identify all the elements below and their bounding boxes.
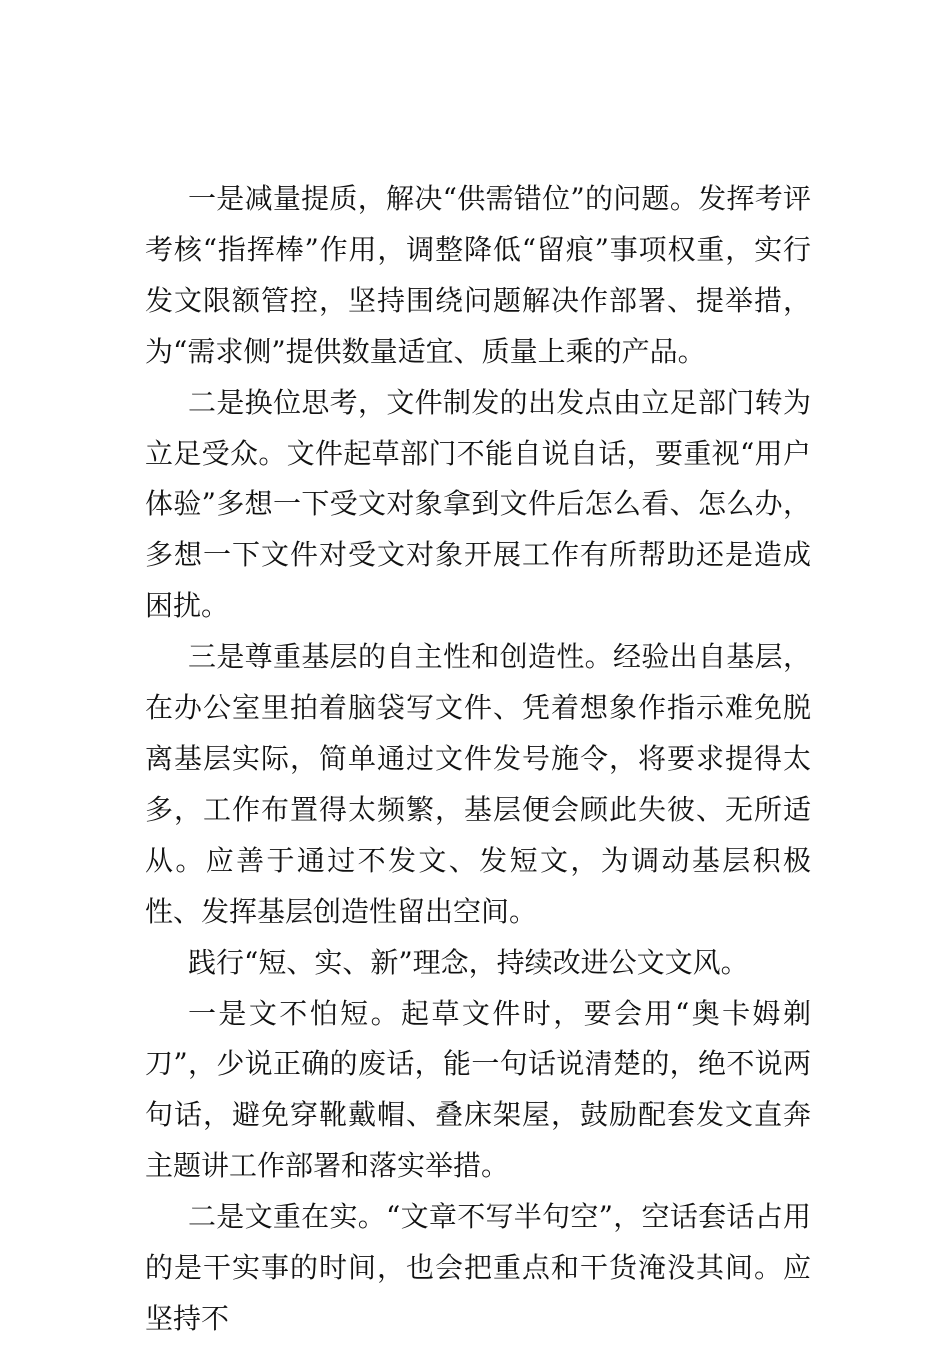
paragraph-substance: 二是文重在实。“文章不写半句空”，空话套话占用的是干实事的时间，也会把重点和干货淹没其间。应坚持不	[145, 1200, 811, 1335]
paragraph-section-heading: 践行“短、实、新”理念，持续改进公文文风。	[188, 945, 749, 979]
paragraph-perspective-shift: 二是换位思考，文件制发的出发点由立足部门转为立足受众。文件起草部门不能自说自话，要重视“用户体验”多想一下受文对象拿到文件后怎么看、怎么办，多想一下文件对受文对象开展工作有所帮助还是造成困扰。	[145, 385, 811, 623]
paragraph-respect-grassroots: 三是尊重基层的自主性和创造性。经验出自基层，在办公室里拍着脑袋写文件、凭着想象作指示难免脱离基层实际，简单通过文件发号施令，将要求提得太多，工作布置得太频繁，基层便会顾此失彼、无所适从。应善于通过不发文、发短文，为调动基层积极性、发挥基层创造性留出空间。	[145, 640, 811, 928]
document-body	[145, 174, 811, 1345]
paragraph-reduce-quantity: 一是减量提质，解决“供需错位”的问题。发挥考评考核“指挥棒”作用，调整降低“留痕”事项权重，实行发文限额管控，坚持围绕问题解决作部署、提举措，为“需求侧”提供数量适宜、质量上乘的产品。	[145, 182, 811, 368]
paragraph-short-text: 一是文不怕短。起草文件时，要会用“奥卡姆剃刀”，少说正确的废话，能一句话说清楚的，绝不说两句话，避免穿靴戴帽、叠床架屋，鼓励配套发文直奔主题讲工作部署和落实举措。	[145, 996, 811, 1183]
